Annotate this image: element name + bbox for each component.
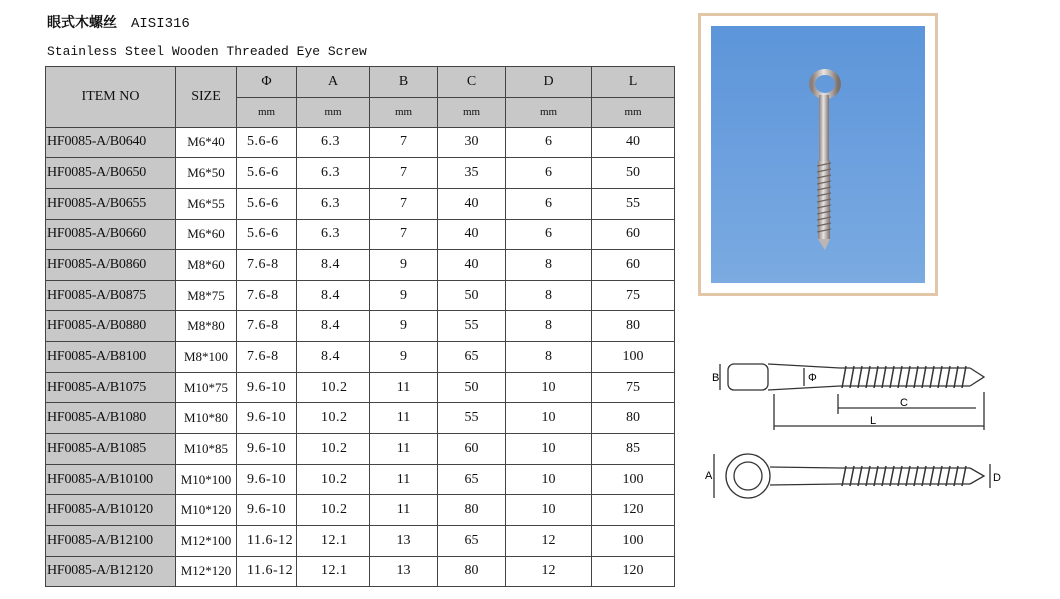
cell-l: 80 — [592, 311, 675, 342]
header-item-no: ITEM NO — [46, 67, 176, 128]
cell-b: 9 — [370, 342, 438, 373]
cell-d: 10 — [506, 464, 592, 495]
cell-item: HF0085-A/B1075 — [46, 372, 176, 403]
cell-a: 6.3 — [297, 127, 370, 158]
cell-b: 7 — [370, 188, 438, 219]
label-b: B — [712, 372, 720, 384]
title-english: Stainless Steel Wooden Threaded Eye Screw — [47, 44, 367, 59]
cell-size: M6*60 — [176, 219, 237, 250]
cell-a: 8.4 — [297, 280, 370, 311]
cell-d: 8 — [506, 311, 592, 342]
cell-b: 7 — [370, 219, 438, 250]
cell-l: 75 — [592, 280, 675, 311]
header-size: SIZE — [176, 67, 237, 128]
header-b: B — [370, 67, 438, 98]
cell-c: 65 — [438, 525, 506, 556]
cell-a: 10.2 — [297, 372, 370, 403]
header-d: D — [506, 67, 592, 98]
cell-item: HF0085-A/B10120 — [46, 495, 176, 526]
cell-a: 8.4 — [297, 250, 370, 281]
cell-size: M12*120 — [176, 556, 237, 587]
label-c: C — [900, 397, 908, 409]
cell-phi: 9.6-10 — [237, 403, 297, 434]
cell-phi: 5.6-6 — [237, 219, 297, 250]
cell-b: 13 — [370, 525, 438, 556]
unit-phi: mm — [237, 97, 297, 127]
cell-a: 8.4 — [297, 342, 370, 373]
cell-size: M10*85 — [176, 434, 237, 465]
cell-item: HF0085-A/B0660 — [46, 219, 176, 250]
cell-a: 8.4 — [297, 311, 370, 342]
cell-c: 40 — [438, 188, 506, 219]
cell-c: 55 — [438, 403, 506, 434]
cell-size: M6*40 — [176, 127, 237, 158]
cell-b: 9 — [370, 250, 438, 281]
table-row — [46, 464, 675, 495]
cell-c: 65 — [438, 464, 506, 495]
cell-c: 30 — [438, 127, 506, 158]
label-phi: Φ — [808, 372, 817, 384]
cell-d: 8 — [506, 342, 592, 373]
cell-d: 6 — [506, 158, 592, 189]
cell-phi: 11.6-12 — [237, 556, 297, 587]
cell-item: HF0085-A/B1080 — [46, 403, 176, 434]
title-chinese — [47, 12, 190, 32]
cell-c: 80 — [438, 556, 506, 587]
cell-l: 100 — [592, 525, 675, 556]
cell-d: 8 — [506, 280, 592, 311]
cell-d: 10 — [506, 495, 592, 526]
cell-item: HF0085-A/B0650 — [46, 158, 176, 189]
cell-size: M8*60 — [176, 250, 237, 281]
cell-item: HF0085-A/B0655 — [46, 188, 176, 219]
table-row — [46, 219, 675, 250]
cell-c: 50 — [438, 372, 506, 403]
table-row — [46, 525, 675, 556]
cell-phi: 11.6-12 — [237, 525, 297, 556]
cell-d: 8 — [506, 250, 592, 281]
label-l: L — [870, 415, 877, 427]
cell-size: M6*55 — [176, 188, 237, 219]
cell-item: HF0085-A/B8100 — [46, 342, 176, 373]
cell-size: M10*120 — [176, 495, 237, 526]
cell-l: 100 — [592, 342, 675, 373]
cell-item: HF0085-A/B12100 — [46, 525, 176, 556]
cell-b: 11 — [370, 403, 438, 434]
eye-screw-photo-icon — [711, 26, 925, 283]
cell-size: M8*75 — [176, 280, 237, 311]
cell-a: 10.2 — [297, 434, 370, 465]
cell-l: 120 — [592, 556, 675, 587]
cell-b: 11 — [370, 372, 438, 403]
cell-d: 10 — [506, 403, 592, 434]
cell-d: 12 — [506, 525, 592, 556]
cell-c: 65 — [438, 342, 506, 373]
cell-size: M8*80 — [176, 311, 237, 342]
cell-a: 12.1 — [297, 525, 370, 556]
cell-l: 75 — [592, 372, 675, 403]
cell-b: 11 — [370, 464, 438, 495]
cell-a: 12.1 — [297, 556, 370, 587]
cell-phi: 7.6-8 — [237, 280, 297, 311]
cell-l: 55 — [592, 188, 675, 219]
cell-l: 60 — [592, 219, 675, 250]
table-row — [46, 556, 675, 587]
cell-item: HF0085-A/B12120 — [46, 556, 176, 587]
table-row — [46, 280, 675, 311]
cell-b: 7 — [370, 127, 438, 158]
cell-d: 12 — [506, 556, 592, 587]
table-row — [46, 434, 675, 465]
cell-d: 10 — [506, 434, 592, 465]
table-row — [46, 188, 675, 219]
cell-phi: 9.6-10 — [237, 372, 297, 403]
cell-l: 50 — [592, 158, 675, 189]
cell-c: 60 — [438, 434, 506, 465]
cell-l: 80 — [592, 403, 675, 434]
unit-a: mm — [297, 97, 370, 127]
cell-phi: 7.6-8 — [237, 250, 297, 281]
cell-l: 120 — [592, 495, 675, 526]
technical-drawing — [700, 330, 1030, 570]
cell-size: M10*100 — [176, 464, 237, 495]
cell-size: M10*75 — [176, 372, 237, 403]
spec-table-body — [46, 127, 675, 587]
cell-l: 60 — [592, 250, 675, 281]
cell-size: M6*50 — [176, 158, 237, 189]
cell-item: HF0085-A/B10100 — [46, 464, 176, 495]
label-a: A — [705, 470, 713, 482]
cell-b: 11 — [370, 495, 438, 526]
cell-phi: 9.6-10 — [237, 495, 297, 526]
table-row — [46, 250, 675, 281]
cell-a: 10.2 — [297, 403, 370, 434]
dimension-diagram — [700, 330, 1030, 570]
cell-phi: 9.6-10 — [237, 464, 297, 495]
cell-b: 9 — [370, 280, 438, 311]
header-l: L — [592, 67, 675, 98]
table-row — [46, 403, 675, 434]
cell-l: 100 — [592, 464, 675, 495]
unit-d: mm — [506, 97, 592, 127]
cell-l: 85 — [592, 434, 675, 465]
cell-phi: 5.6-6 — [237, 158, 297, 189]
cell-d: 6 — [506, 127, 592, 158]
header-c: C — [438, 67, 506, 98]
cell-b: 7 — [370, 158, 438, 189]
cell-size: M8*100 — [176, 342, 237, 373]
product-photo-frame — [698, 13, 938, 296]
header-phi: Φ — [237, 67, 297, 98]
cell-a: 6.3 — [297, 219, 370, 250]
table-row — [46, 372, 675, 403]
cell-l: 40 — [592, 127, 675, 158]
cell-item: HF0085-A/B0640 — [46, 127, 176, 158]
cell-phi: 5.6-6 — [237, 188, 297, 219]
unit-c: mm — [438, 97, 506, 127]
cell-phi: 7.6-8 — [237, 342, 297, 373]
cell-a: 6.3 — [297, 188, 370, 219]
product-photo — [711, 26, 925, 283]
cell-item: HF0085-A/B1085 — [46, 434, 176, 465]
cell-c: 35 — [438, 158, 506, 189]
cell-c: 50 — [438, 280, 506, 311]
unit-b: mm — [370, 97, 438, 127]
table-row — [46, 158, 675, 189]
header-a: A — [297, 67, 370, 98]
unit-l: mm — [592, 97, 675, 127]
table-row — [46, 495, 675, 526]
spec-table — [45, 66, 675, 587]
cell-a: 10.2 — [297, 464, 370, 495]
cell-c: 40 — [438, 219, 506, 250]
material-code: AISI316 — [131, 16, 190, 32]
cell-size: M12*100 — [176, 525, 237, 556]
cell-b: 11 — [370, 434, 438, 465]
cell-b: 9 — [370, 311, 438, 342]
cell-item: HF0085-A/B0860 — [46, 250, 176, 281]
cell-item: HF0085-A/B0875 — [46, 280, 176, 311]
cell-c: 80 — [438, 495, 506, 526]
table-row — [46, 342, 675, 373]
cell-d: 10 — [506, 372, 592, 403]
cell-a: 6.3 — [297, 158, 370, 189]
cell-phi: 9.6-10 — [237, 434, 297, 465]
cell-a: 10.2 — [297, 495, 370, 526]
table-row — [46, 127, 675, 158]
label-d: D — [993, 472, 1001, 484]
cell-c: 55 — [438, 311, 506, 342]
cell-item: HF0085-A/B0880 — [46, 311, 176, 342]
cell-b: 13 — [370, 556, 438, 587]
cell-phi: 7.6-8 — [237, 311, 297, 342]
table-row — [46, 311, 675, 342]
cell-phi: 5.6-6 — [237, 127, 297, 158]
cell-d: 6 — [506, 219, 592, 250]
title-cn-text: 眼式木螺丝 — [47, 15, 117, 31]
cell-size: M10*80 — [176, 403, 237, 434]
cell-c: 40 — [438, 250, 506, 281]
cell-d: 6 — [506, 188, 592, 219]
